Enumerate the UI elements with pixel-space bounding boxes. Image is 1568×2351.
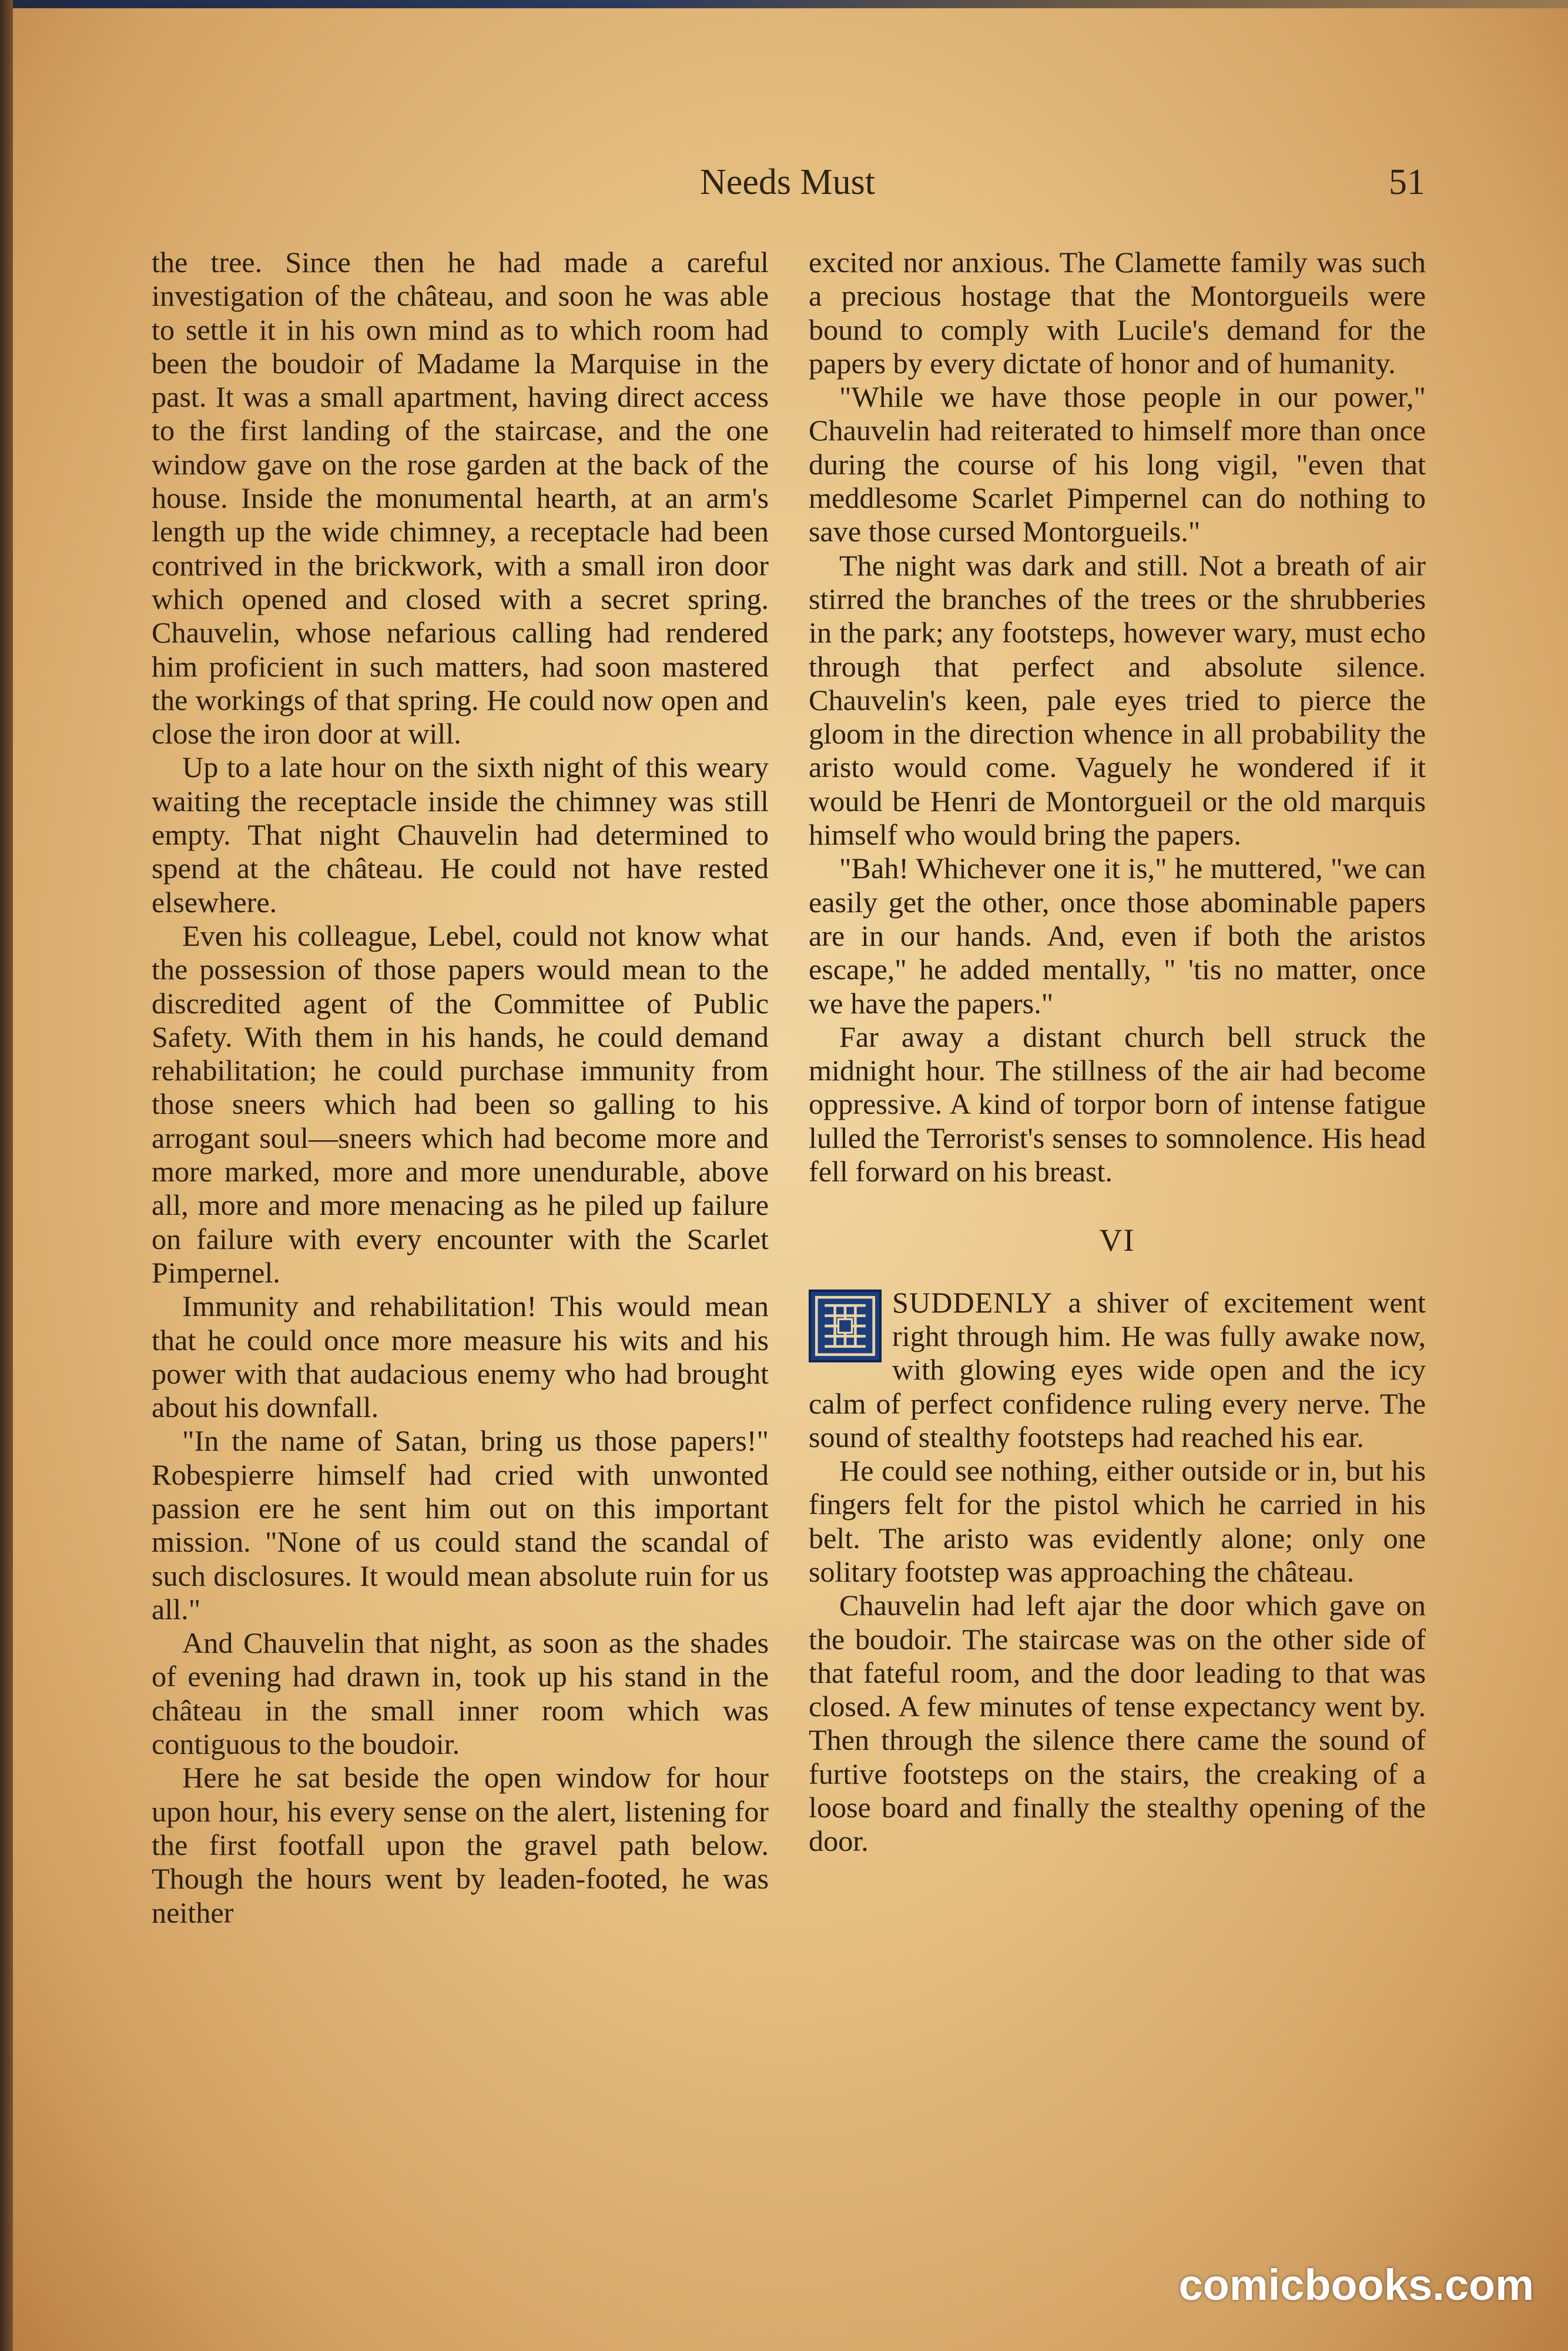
section-number: VI — [1099, 1223, 1135, 1258]
left-text-column — [152, 246, 769, 1930]
watermark: comicbooks.com — [1178, 2260, 1534, 2309]
paragraph — [809, 1286, 1426, 1454]
paragraph: excited nor anxious. The Clamette family was such a precious hostage that the Montorgueils were bound to comply with Lucile's demand for the papers by every dictate of honor and of humanity. — [809, 246, 1426, 380]
binding-edge — [0, 0, 13, 2351]
paragraph: Far away a distant church bell struck the midnight hour. The stillness of the air had become oppressive. A kind of torpor born of intense fatigue lulled the Terrorist's senses to somnolence. His head fell forward on his breast. — [809, 1020, 1426, 1188]
running-title: Needs Must — [700, 162, 875, 202]
ornamental-drop-cap-icon — [809, 1290, 882, 1362]
opening-word: SUDDENLY — [892, 1285, 1053, 1319]
paragraph: He could see nothing, either outside or in, but his fingers felt for the pistol which he carried in his belt. The aristo was evidently alone; only one solitary footstep was approaching the château. — [809, 1454, 1426, 1588]
top-edge-strip — [0, 0, 1568, 8]
opening-text: a shiver of excitement went right through him. He was fully awake now, with glowing eyes wide open and the icy calm of perfect confidence ruling every nerve. The sound of stealthy footsteps had reached his ear. — [809, 1285, 1426, 1454]
paragraph: Here he sat beside the open window for hour upon hour, his every sense on the alert, listening for the first footfall upon the gravel path below. Though the hours went by leaden-footed, he was neither — [152, 1761, 769, 1929]
paragraph: Even his colleague, Lebel, could not know what the possession of those papers would mean to the discredited agent of the Committee of Public Safety. With them in his hands, he could demand rehabilitation; he could purchase immunity from those sneers which had been so galling to his arrogant soul—sneers which had become more and more marked, more and more unendurable, above all, more and more menacing as he piled up failure on failure with every encounter with the Scarlet Pimpernel. — [152, 919, 769, 1289]
paragraph: "While we have those people in our power," Chauvelin had reiterated to himself more than once during the course of his long vigil, "even that meddlesome Scarlet Pimpernel can do nothing to save those cursed Montorgueils." — [809, 380, 1426, 548]
section-opening — [809, 1286, 1426, 1454]
right-text-column — [809, 246, 1426, 1858]
paragraph: Immunity and rehabilitation! This would mean that he could once more measure his wits and his power with that audacious enemy who had brought about his downfall. — [152, 1290, 769, 1424]
paragraph: "In the name of Satan, bring us those papers!" Robespierre himself had cried with unwonted passion ere he sent him out on this important mission. "None of us could stand the scandal of such disclosures. It would mean absolute ruin for us all." — [152, 1424, 769, 1626]
paragraph: the tree. Since then he had made a careful investigation of the château, and soon he was able to settle it in his own mind as to which room had been the boudoir of Madame la Marquise in the past. It was a small apartment, having direct access to the first landing of the staircase, and the one window gave on the rose garden at the back of the house. Inside the monumental hearth, at an arm's length up the wide chimney, a receptacle had been contrived in the brickwork, with a small iron door which opened and closed with a secret spring. Chauvelin, whose nefarious calling had rendered him proficient in such matters, had soon mastered the workings of that spring. He could now open and close the iron door at will. — [152, 246, 769, 751]
paragraph: "Bah! Whichever one it is," he muttered, "we can easily get the other, once those abominable papers are in our hands. And, even if both the aristos escape," he added mentally, " 'tis no matter, once we have the papers." — [809, 852, 1426, 1020]
paragraph: The night was dark and still. Not a breath of air stirred the branches of the trees or the shrubberies in the park; any footsteps, however wary, must echo through that perfect and absolute silence. Chauvelin's keen, pale eyes tried to pierce the gloom in the direction whence in all probability the aristo would come. Vaguely he wondered if it would be Henri de Montorgueil or the old marquis himself who would bring the papers. — [809, 548, 1426, 852]
paragraph: Up to a late hour on the sixth night of this weary waiting the receptacle inside the chimney was still empty. That night Chauvelin had determined to spend at the château. He could not have rested elsewhere. — [152, 751, 769, 919]
paragraph: Chauvelin had left ajar the door which gave on the boudoir. The staircase was on the other side of that fateful room, and the door leading to that was closed. A few minutes of tense expectancy went by. Then through the silence there came the sound of furtive footsteps on the stairs, the creaking of a loose board and finally the stealthy opening of the door. — [809, 1589, 1426, 1858]
page-header — [150, 162, 1425, 215]
paragraph: And Chauvelin that night, as soon as the shades of evening had drawn in, took up his stand in the château in the small inner room which was contiguous to the boudoir. — [152, 1626, 769, 1761]
page-number: 51 — [1389, 162, 1425, 202]
